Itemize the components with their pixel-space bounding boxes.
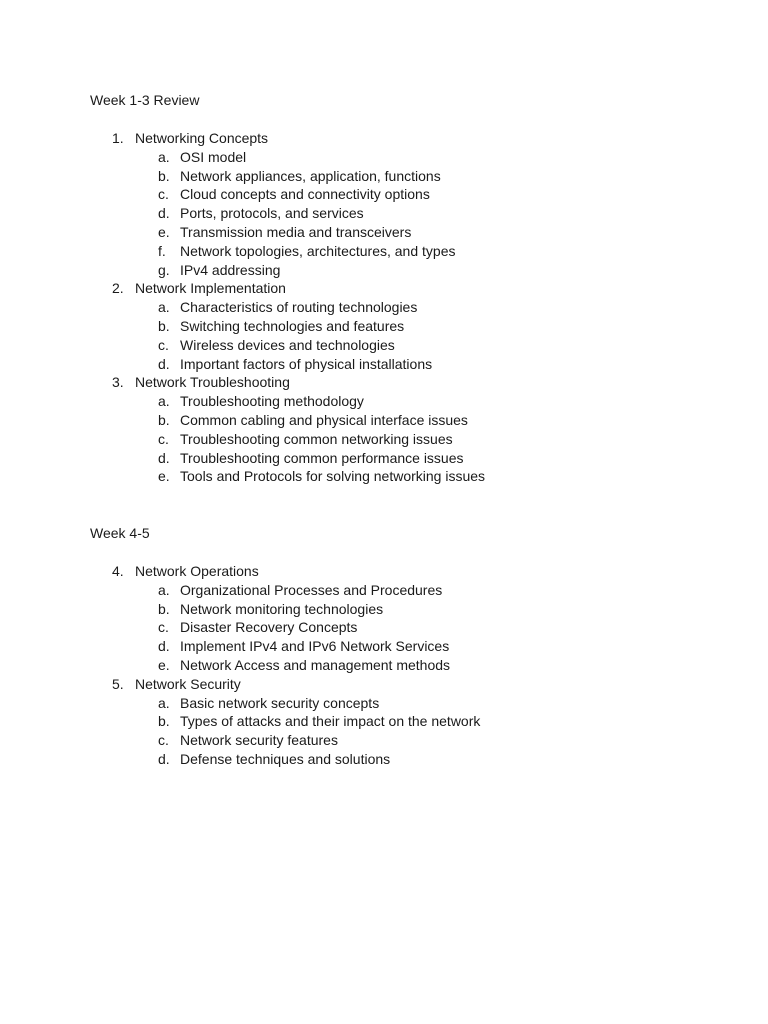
subtopic-item bbox=[90, 467, 710, 486]
topic-label: Network Troubleshooting bbox=[135, 374, 290, 391]
topic-number: 4. bbox=[112, 563, 124, 579]
subtopic-letter: b. bbox=[158, 713, 170, 730]
subtopic-label: Network appliances, application, functions bbox=[180, 167, 441, 184]
topic-item bbox=[90, 562, 710, 675]
subtopic-label: Switching technologies and features bbox=[180, 317, 405, 334]
topic-number: 5. bbox=[112, 675, 124, 692]
subtopic-label: Network Access and management methods bbox=[180, 656, 451, 673]
subtopic-letter: e. bbox=[158, 656, 170, 673]
subtopic-letter: a. bbox=[158, 299, 170, 316]
subtopic-letter: b. bbox=[158, 317, 170, 334]
topic-label: Network Security bbox=[135, 675, 241, 692]
topic-item bbox=[90, 129, 710, 279]
subtopic-list bbox=[90, 581, 710, 675]
subtopic-letter: d. bbox=[158, 638, 170, 655]
subtopic-label: Common cabling and physical interface issues bbox=[180, 411, 468, 428]
topic-row bbox=[90, 129, 710, 148]
subtopic-item bbox=[90, 261, 710, 280]
subtopic-item bbox=[90, 750, 710, 769]
subtopic-label: Network monitoring technologies bbox=[180, 600, 384, 617]
subtopic-label: Network topologies, architectures, and types bbox=[180, 242, 456, 259]
topic-item bbox=[90, 373, 710, 486]
subtopic-letter: c. bbox=[158, 732, 169, 749]
subtopic-item bbox=[90, 731, 710, 750]
subtopic-label: Troubleshooting common networking issues bbox=[180, 430, 453, 447]
subtopic-label: Types of attacks and their impact on the network bbox=[180, 713, 481, 730]
topic-list bbox=[90, 129, 710, 486]
subtopic-item bbox=[90, 317, 710, 336]
subtopic-item bbox=[90, 204, 710, 223]
section-week-1-3 bbox=[90, 91, 710, 486]
subtopic-label: Troubleshooting methodology bbox=[180, 393, 364, 410]
subtopic-list bbox=[90, 298, 710, 373]
subtopic-label: Ports, protocols, and services bbox=[180, 205, 364, 222]
subtopic-letter: f. bbox=[158, 242, 166, 259]
subtopic-label: IPv4 addressing bbox=[180, 261, 281, 278]
subtopic-list bbox=[90, 694, 710, 769]
subtopic-label: Troubleshooting common performance issues bbox=[180, 449, 464, 466]
subtopic-label: Basic network security concepts bbox=[180, 694, 380, 711]
subtopic-letter: b. bbox=[158, 167, 170, 184]
subtopic-letter: c. bbox=[158, 336, 169, 353]
topic-number: 3. bbox=[112, 374, 124, 391]
subtopic-label: Characteristics of routing technologies bbox=[180, 299, 418, 316]
subtopic-item bbox=[90, 336, 710, 355]
subtopic-letter: c. bbox=[158, 186, 169, 203]
subtopic-item bbox=[90, 694, 710, 713]
subtopic-label: Implement IPv4 and IPv6 Network Services bbox=[180, 638, 450, 655]
subtopic-letter: a. bbox=[158, 148, 170, 165]
subtopic-letter: d. bbox=[158, 355, 170, 372]
topic-label: Network Operations bbox=[135, 563, 259, 579]
subtopic-item bbox=[90, 167, 710, 186]
section-week-4-5 bbox=[90, 524, 710, 769]
subtopic-label: Cloud concepts and connectivity options bbox=[180, 186, 430, 203]
subtopic-letter: b. bbox=[158, 411, 170, 428]
subtopic-item bbox=[90, 355, 710, 374]
subtopic-item bbox=[90, 411, 710, 430]
subtopic-label: Network security features bbox=[180, 732, 338, 749]
topic-row bbox=[90, 279, 710, 298]
subtopic-label: Important factors of physical installations bbox=[180, 355, 433, 372]
subtopic-letter: a. bbox=[158, 393, 170, 410]
subtopic-item bbox=[90, 430, 710, 449]
subtopic-letter: a. bbox=[158, 581, 170, 598]
subtopic-letter: c. bbox=[158, 430, 169, 447]
subtopic-item bbox=[90, 656, 710, 675]
subtopic-item bbox=[90, 637, 710, 656]
subtopic-list bbox=[90, 148, 710, 280]
subtopic-item bbox=[90, 600, 710, 619]
topic-row bbox=[90, 562, 710, 581]
subtopic-letter: e. bbox=[158, 223, 170, 240]
topic-row bbox=[90, 675, 710, 694]
subtopic-item bbox=[90, 298, 710, 317]
subtopic-label: Defense techniques and solutions bbox=[180, 750, 391, 767]
subtopic-item bbox=[90, 185, 710, 204]
subtopic-letter: e. bbox=[158, 468, 170, 485]
topic-label: Networking Concepts bbox=[135, 130, 269, 146]
subtopic-item bbox=[90, 148, 710, 167]
section-heading: Week 4-5 bbox=[90, 525, 150, 541]
topic-label: Network Implementation bbox=[135, 280, 286, 297]
subtopic-letter: d. bbox=[158, 449, 170, 466]
subtopic-letter: d. bbox=[158, 750, 170, 767]
subtopic-label: OSI model bbox=[180, 148, 247, 165]
subtopic-item bbox=[90, 449, 710, 468]
topic-item bbox=[90, 675, 710, 769]
subtopic-label: Tools and Protocols for solving networking issues bbox=[180, 468, 486, 485]
subtopic-letter: b. bbox=[158, 600, 170, 617]
subtopic-label: Wireless devices and technologies bbox=[180, 336, 395, 353]
subtopic-item bbox=[90, 242, 710, 261]
topic-number: 2. bbox=[112, 280, 124, 297]
subtopic-item bbox=[90, 712, 710, 731]
subtopic-label: Transmission media and transceivers bbox=[180, 223, 412, 240]
subtopic-item bbox=[90, 392, 710, 411]
section-heading: Week 1-3 Review bbox=[90, 92, 200, 108]
topic-number: 1. bbox=[112, 130, 124, 146]
subtopic-letter: c. bbox=[158, 619, 169, 636]
subtopic-item bbox=[90, 618, 710, 637]
topic-list bbox=[90, 562, 710, 769]
subtopic-item bbox=[90, 581, 710, 600]
subtopic-letter: a. bbox=[158, 694, 170, 711]
subtopic-label: Disaster Recovery Concepts bbox=[180, 619, 358, 636]
topic-row bbox=[90, 373, 710, 392]
subtopic-letter: g. bbox=[158, 261, 170, 278]
subtopic-item bbox=[90, 223, 710, 242]
subtopic-letter: d. bbox=[158, 205, 170, 222]
subtopic-list bbox=[90, 392, 710, 486]
subtopic-label: Organizational Processes and Procedures bbox=[180, 581, 443, 598]
topic-item bbox=[90, 279, 710, 373]
